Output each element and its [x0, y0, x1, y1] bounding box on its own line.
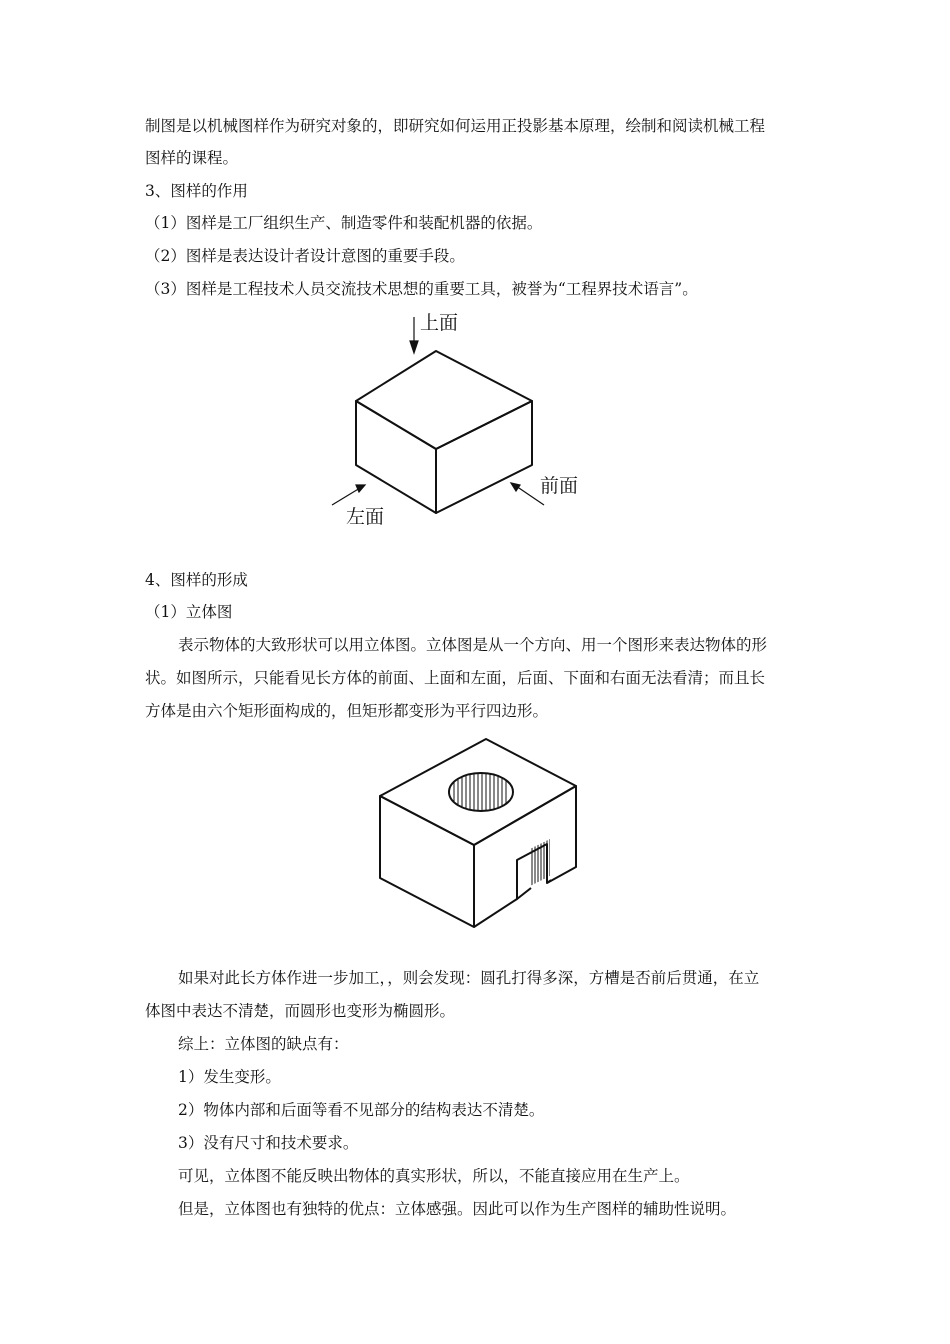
para-1-line-1: 表示物体的大致形状可以用立体图。立体图是从一个方向、用一个图形来表达物体的形 — [178, 636, 768, 654]
para-2-line-1: 如果对此长方体作进一步加工，，则会发现：圆孔打得多深，方槽是否前后贯通，在立 — [178, 969, 760, 987]
arrow-left — [332, 485, 365, 505]
conclusion-1: 可见，立体图不能反映出物体的真实形状，所以，不能直接应用在生产上。 — [178, 1167, 690, 1185]
para-1-line-3: 方体是由六个矩形面构成的，但矩形都变形为平行四边形。 — [145, 702, 549, 720]
block-front-face — [474, 786, 576, 927]
label-front: 前面 — [540, 475, 579, 497]
figure-box-faces — [320, 305, 610, 535]
figure-box-hole-slot — [370, 730, 590, 935]
section-4-sub-1: （1）立体图 — [145, 603, 233, 621]
label-left: 左面 — [346, 506, 385, 528]
intro-line-1: 制图是以机械图样作为研究对象的，即研究如何运用正投影基本原理，绘制和阅读机械工程 — [145, 117, 766, 135]
section-3-heading: 3、图样的作用 — [145, 182, 248, 200]
conclusion-2: 但是，立体图也有独特的优点：立体感强。因此可以作为生产图样的辅助性说明。 — [178, 1200, 737, 1218]
drawback-3: 3）没有尺寸和技术要求。 — [178, 1134, 359, 1152]
arrow-top — [410, 317, 418, 353]
drawback-2: 2）物体内部和后面等看不见部分的结构表达不清楚。 — [178, 1101, 545, 1119]
section-3-item-2: （2）图样是表达设计者设计意图的重要手段。 — [145, 247, 465, 265]
para-1-line-2: 状。如图所示，只能看见长方体的前面、上面和左面，后面、下面和右面无法看清；而且长 — [145, 669, 766, 687]
label-top: 上面 — [420, 312, 459, 334]
para-2-line-2: 体图中表达不清楚，而圆形也变形为椭圆形。 — [145, 1002, 456, 1020]
drawback-1: 1）发生变形。 — [178, 1068, 281, 1086]
round-hole — [449, 773, 513, 811]
box-top-face — [356, 351, 532, 449]
section-3-item-3: （3）图样是工程技术人员交流技术思想的重要工具，被誉为“工程界技术语言”。 — [145, 280, 698, 298]
section-4-heading: 4、图样的形成 — [145, 571, 248, 589]
hole-hatching — [454, 770, 506, 820]
intro-line-2: 图样的课程。 — [145, 149, 239, 167]
box-front-face — [436, 401, 532, 513]
box-left-face — [356, 401, 436, 513]
block-left-face — [380, 796, 474, 927]
summary-line: 综上：立体图的缺点有： — [178, 1035, 349, 1053]
section-3-item-1: （1）图样是工厂组织生产、制造零件和装配机器的依据。 — [145, 214, 543, 232]
